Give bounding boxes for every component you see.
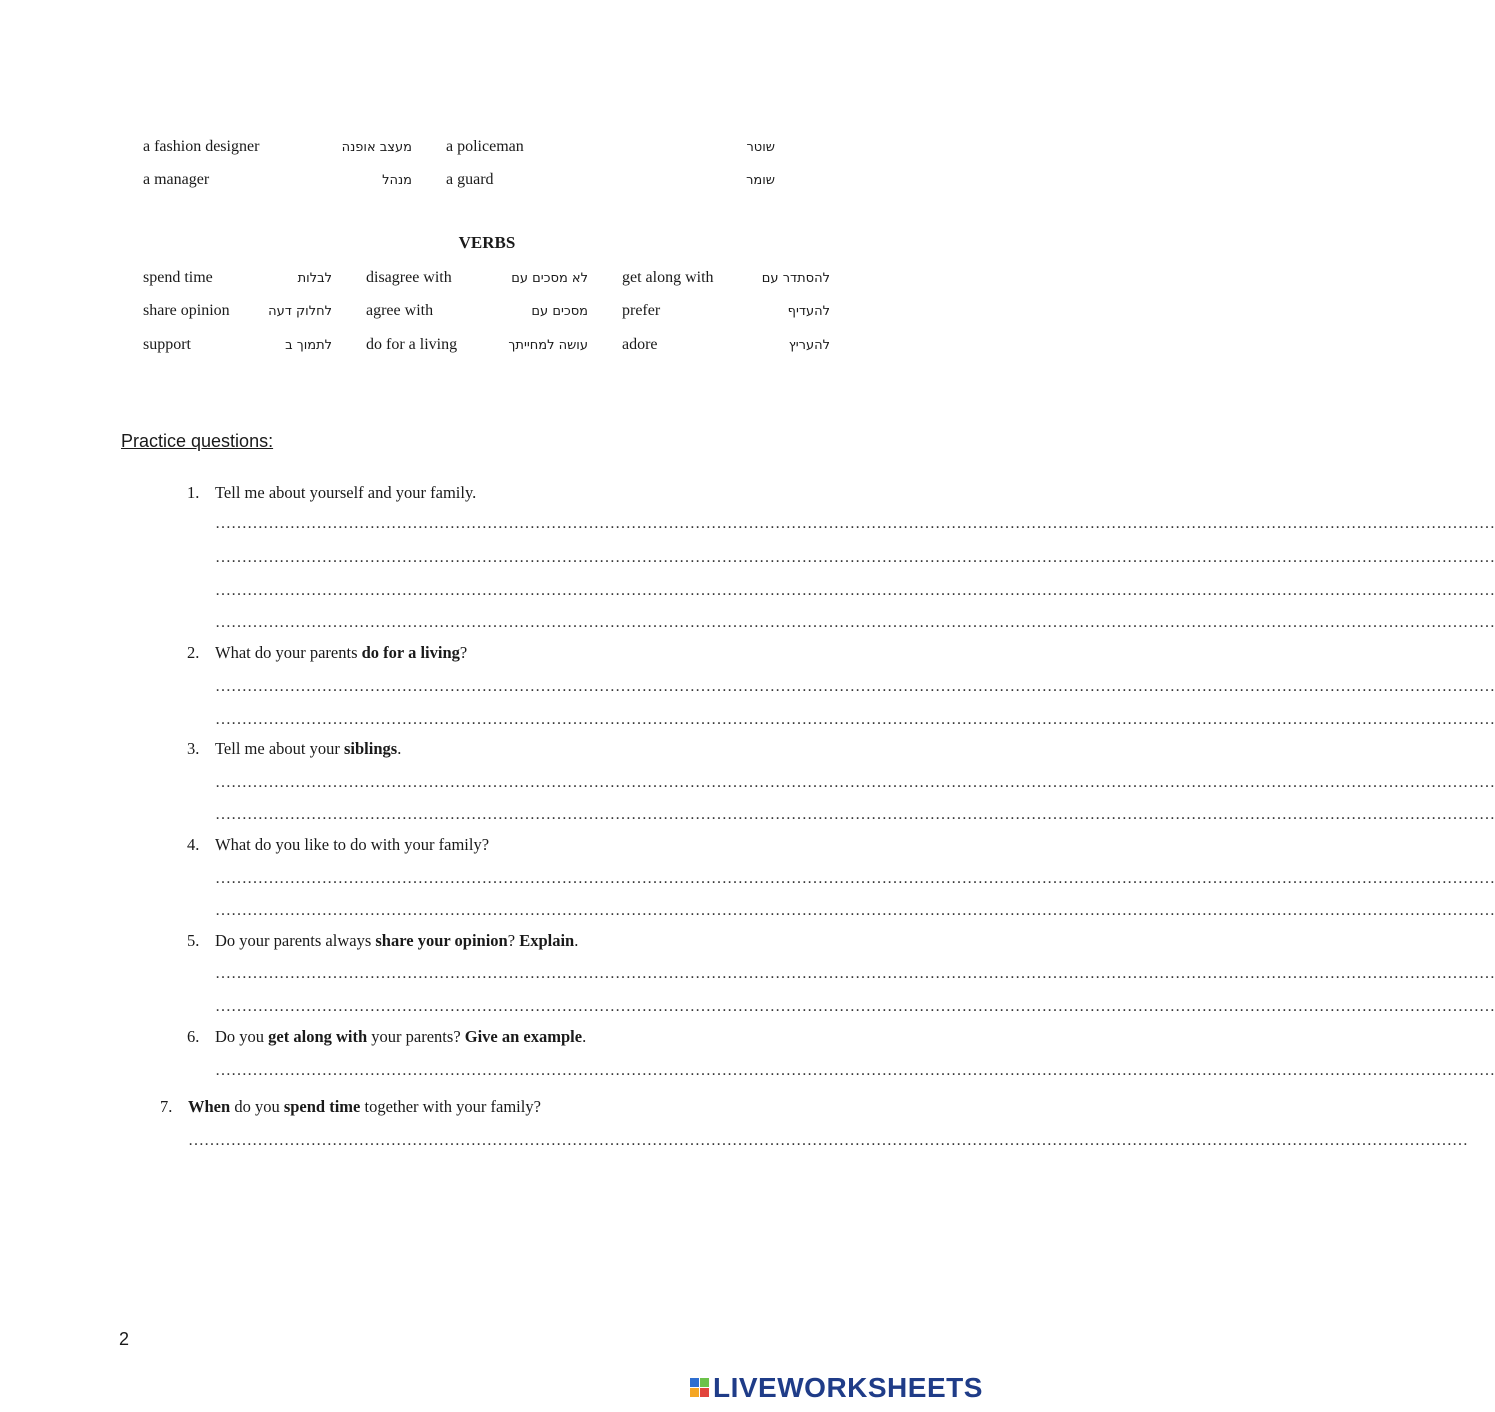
vocab-en: a guard — [446, 171, 494, 188]
question-number: 3. — [187, 739, 200, 758]
question-plain-text: Tell me about your — [215, 739, 344, 758]
verb-he: להעדיף — [787, 304, 830, 319]
answer-line[interactable]: …………………………………………………………………………………………………………………………………………………………………………………………………………………… — [215, 678, 1495, 695]
verb-en: adore — [622, 336, 658, 353]
verb-he: לחלוק דעה — [268, 304, 332, 319]
answer-line[interactable]: …………………………………………………………………………………………………………………………………………………………………………………………………………………… — [215, 998, 1495, 1015]
question-number: 1. — [187, 483, 200, 502]
verb-he: לבלות — [297, 271, 332, 286]
liveworksheets-logo-icon — [690, 1378, 710, 1398]
answer-line[interactable]: …………………………………………………………………………………………………………………………………………………………………………………………………………………… — [215, 902, 1495, 919]
answer-line[interactable]: …………………………………………………………………………………………………………………………………………………………………………………………………………………… — [215, 774, 1495, 791]
verb-he: עושה למחייתך — [508, 338, 588, 353]
question-text — [215, 931, 578, 951]
verbs-title: VERBS — [458, 233, 516, 252]
question-bold-text: siblings — [343, 739, 398, 758]
vocab-he: שומר — [746, 173, 775, 188]
question-plain-text: . — [397, 739, 402, 758]
question-number: 6. — [187, 1027, 200, 1046]
answer-line[interactable]: …………………………………………………………………………………………………………………………………………………………………………………………………………………… — [215, 515, 1495, 532]
verb-en: disagree with — [366, 269, 452, 286]
logo-square-icon — [690, 1388, 699, 1397]
verb-he: לתמוך ב — [285, 338, 332, 353]
answer-line[interactable]: …………………………………………………………………………………………………………………………………………………………………………………………………………………… — [188, 1132, 1468, 1149]
question-bold-text: spend time — [283, 1097, 361, 1116]
answer-line[interactable]: …………………………………………………………………………………………………………………………………………………………………………………………………………………… — [215, 806, 1495, 823]
logo-text: LIVEWORKSHEETS — [713, 1372, 983, 1403]
question-plain-text: What do your parents — [215, 643, 362, 662]
question-plain-text: ? — [507, 931, 520, 950]
question-plain-text: What do you like to do with your family? — [215, 835, 490, 854]
question-bold-text: share your opinion — [375, 931, 508, 950]
verb-en: spend time — [143, 269, 213, 286]
verb-en: do for a living — [366, 336, 458, 353]
question-text — [215, 739, 401, 759]
question-number: 7. — [160, 1097, 173, 1116]
question-bold-text: do for a living — [361, 643, 460, 662]
verb-he: להסתדר עם — [761, 271, 830, 286]
question-plain-text: do you — [230, 1097, 284, 1116]
question-text — [215, 643, 467, 663]
question-bold-text: Explain — [519, 931, 575, 950]
answer-line[interactable]: …………………………………………………………………………………………………………………………………………………………………………………………………………………… — [215, 614, 1495, 631]
answer-line[interactable]: …………………………………………………………………………………………………………………………………………………………………………………………………………………… — [215, 582, 1495, 599]
logo-square-icon — [700, 1378, 709, 1387]
verb-en: share opinion — [143, 302, 230, 319]
liveworksheets-logo[interactable] — [690, 1372, 983, 1404]
question-plain-text: together with your family? — [360, 1097, 541, 1116]
vocab-he: מנהל — [382, 173, 412, 188]
vocab-he: שוטר — [746, 140, 775, 155]
question-plain-text: Do your parents always — [215, 931, 376, 950]
question-plain-text: . — [582, 1027, 587, 1046]
verb-en: prefer — [622, 302, 661, 319]
question-text — [215, 1027, 586, 1047]
logo-square-icon — [690, 1378, 699, 1387]
verb-he: לא מסכים עם — [511, 271, 588, 286]
question-number: 4. — [187, 835, 200, 854]
question-bold-text: When — [188, 1097, 231, 1116]
answer-line[interactable]: …………………………………………………………………………………………………………………………………………………………………………………………………………………… — [215, 549, 1495, 566]
question-bold-text: Give an example — [464, 1027, 583, 1046]
verb-en: get along with — [622, 269, 714, 286]
answer-line[interactable]: …………………………………………………………………………………………………………………………………………………………………………………………………………………… — [215, 870, 1495, 887]
vocab-en: a policeman — [446, 138, 524, 155]
answer-line[interactable]: …………………………………………………………………………………………………………………………………………………………………………………………………………………… — [215, 965, 1495, 982]
verb-en: support — [143, 336, 191, 353]
question-plain-text: your parents? — [367, 1027, 465, 1046]
verb-he: להעריץ — [788, 338, 830, 353]
question-plain-text: Tell me about yourself and your family. — [215, 483, 477, 502]
practice-title: Practice questions: — [121, 431, 274, 451]
question-number: 5. — [187, 931, 200, 950]
verb-he: מסכים עם — [531, 304, 588, 319]
question-bold-text: get along with — [268, 1027, 368, 1046]
vocab-en: a fashion designer — [143, 138, 260, 155]
question-number: 2. — [187, 643, 200, 662]
vocab-he: מעצב אופנה — [341, 140, 412, 155]
question-plain-text: ? — [459, 643, 468, 662]
answer-line[interactable]: …………………………………………………………………………………………………………………………………………………………………………………………………………………… — [215, 1062, 1495, 1079]
page-number: 2 — [119, 1329, 130, 1349]
question-text — [215, 483, 476, 503]
answer-line[interactable]: …………………………………………………………………………………………………………………………………………………………………………………………………………………… — [215, 711, 1495, 728]
logo-square-icon — [700, 1388, 709, 1397]
question-text — [215, 835, 489, 855]
vocab-en: a manager — [143, 171, 210, 188]
verb-en: agree with — [366, 302, 434, 319]
question-plain-text: . — [574, 931, 579, 950]
question-text — [188, 1097, 541, 1117]
question-plain-text: Do you — [215, 1027, 269, 1046]
